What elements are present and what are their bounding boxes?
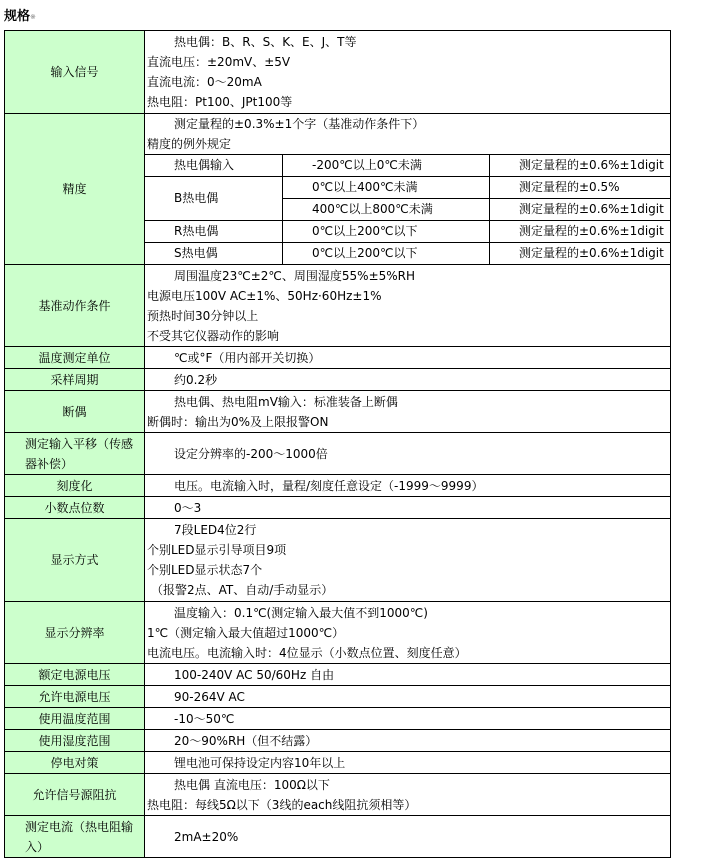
label-decimal: 小数点位数 bbox=[5, 497, 145, 519]
value-allowed-voltage bbox=[145, 686, 671, 708]
label-temp-range: 使用温度范围 bbox=[5, 708, 145, 730]
reference-line-3: 预热时间30分钟以上 bbox=[147, 308, 259, 323]
value-rated-voltage bbox=[145, 664, 671, 686]
display-line-3: 个别LED显示状态7个 bbox=[147, 563, 263, 577]
rated-voltage-text: 100-240V AC 50/60Hz 自由 bbox=[174, 667, 335, 682]
value-burnout bbox=[145, 391, 671, 433]
exception-value: 测定量程的±0.6%±1digit bbox=[490, 243, 671, 265]
page-title: 规格※ bbox=[4, 9, 36, 24]
reference-line-4: 不受其它仪器动作的影响 bbox=[147, 328, 280, 343]
exception-row bbox=[145, 177, 670, 199]
label-rated-voltage: 额定电源电压 bbox=[5, 664, 145, 686]
row-source-resistance bbox=[5, 774, 671, 816]
value-accuracy bbox=[145, 114, 671, 265]
title-mark: ※ bbox=[30, 13, 36, 21]
label-scaling: 刻度化 bbox=[5, 475, 145, 497]
value-display bbox=[145, 519, 671, 602]
row-input bbox=[5, 31, 671, 114]
display-line-2: 个别LED显示引导项目9项 bbox=[147, 543, 287, 557]
input-line-1: 热电偶：B、R、S、K、E、J、T等 bbox=[174, 35, 357, 49]
burnout-line-2: 断偶时：输出为0%及上限报警ON bbox=[147, 414, 329, 429]
exception-range: 0℃以上400℃未满 bbox=[283, 177, 490, 199]
row-power-failure bbox=[5, 752, 671, 774]
value-resolution bbox=[145, 602, 671, 664]
label-source-resistance: 允许信号源阻抗 bbox=[5, 774, 145, 816]
source-resistance-line-1: 热电偶 直流电压：100Ω以下 bbox=[174, 777, 330, 792]
row-sampling bbox=[5, 369, 671, 391]
value-reference bbox=[145, 265, 671, 347]
value-scaling bbox=[145, 475, 671, 497]
value-decimal bbox=[145, 497, 671, 519]
exception-value: 测定量程的±0.5% bbox=[490, 177, 671, 199]
row-rated-voltage bbox=[5, 664, 671, 686]
reference-line-1: 周围温度23℃±2℃、周围湿度55%±5%RH bbox=[174, 268, 416, 283]
row-resolution bbox=[5, 602, 671, 664]
burnout-line-1: 热电偶、热电阻mV输入：标准装备上断偶 bbox=[174, 394, 398, 409]
resolution-line-3: 电流电压。电流输入时：4位显示（小数点位置、刻度任意） bbox=[147, 645, 467, 660]
measure-current-text: 2mA±20% bbox=[174, 829, 239, 844]
value-shift bbox=[145, 433, 671, 475]
accuracy-line-1: 测定量程的±0.3%±1个字（基准动作条件下） bbox=[174, 117, 425, 131]
exception-row bbox=[145, 221, 670, 243]
row-reference bbox=[5, 265, 671, 347]
exception-value: 测定量程的±0.6%±1digit bbox=[490, 221, 671, 243]
label-humidity: 使用湿度范围 bbox=[5, 730, 145, 752]
row-burnout bbox=[5, 391, 671, 433]
temp-range-text: -10～50℃ bbox=[174, 711, 235, 726]
row-decimal bbox=[5, 497, 671, 519]
exception-range: -200℃以上0℃未满 bbox=[283, 155, 490, 177]
row-humidity bbox=[5, 730, 671, 752]
label-temp-unit: 温度测定单位 bbox=[5, 347, 145, 369]
label-power-failure: 停电对策 bbox=[5, 752, 145, 774]
exception-value: 测定量程的±0.6%±1digit bbox=[490, 199, 671, 221]
value-sampling bbox=[145, 369, 671, 391]
value-temp-range bbox=[145, 708, 671, 730]
accuracy-exception-table bbox=[145, 154, 670, 264]
spec-table bbox=[4, 30, 671, 858]
humidity-text: 20～90%RH（但不结露） bbox=[174, 733, 318, 748]
label-sampling: 采样周期 bbox=[5, 369, 145, 391]
row-temp-unit bbox=[5, 347, 671, 369]
reference-line-2: 电源电压100V AC±1%、50Hz·60Hz±1% bbox=[147, 288, 382, 303]
row-accuracy bbox=[5, 114, 671, 265]
exception-range: 400℃以上800℃未满 bbox=[283, 199, 490, 221]
resolution-line-2: 1℃（测定输入最大值超过1000℃） bbox=[147, 625, 345, 640]
value-source-resistance bbox=[145, 774, 671, 816]
exception-type: 热电偶输入 bbox=[145, 155, 283, 177]
label-allowed-voltage: 允许电源电压 bbox=[5, 686, 145, 708]
exception-type: S热电偶 bbox=[145, 243, 283, 265]
value-humidity bbox=[145, 730, 671, 752]
exception-range: 0℃以上200℃以下 bbox=[283, 243, 490, 265]
label-burnout: 断偶 bbox=[5, 391, 145, 433]
value-input bbox=[145, 31, 671, 114]
resolution-line-1: 温度输入：0.1℃(测定输入最大值不到1000℃) bbox=[174, 605, 428, 620]
scaling-text: 电压。电流输入时，量程/刻度任意设定（-1999～9999） bbox=[174, 478, 484, 493]
exception-range: 0℃以上200℃以下 bbox=[283, 221, 490, 243]
exception-row bbox=[145, 243, 670, 265]
row-scaling bbox=[5, 475, 671, 497]
allowed-voltage-text: 90-264V AC bbox=[174, 689, 245, 704]
row-temp-range bbox=[5, 708, 671, 730]
label-accuracy: 精度 bbox=[5, 114, 145, 265]
label-shift: 测定输入平移（传感器补偿） bbox=[5, 433, 145, 475]
label-reference: 基准动作条件 bbox=[5, 265, 145, 347]
label-resolution: 显示分辨率 bbox=[5, 602, 145, 664]
input-line-4: 热电阻：Pt100、JPt100等 bbox=[147, 95, 293, 109]
decimal-text: 0～3 bbox=[174, 500, 202, 515]
label-display: 显示方式 bbox=[5, 519, 145, 602]
accuracy-line-2: 精度的例外规定 bbox=[147, 137, 232, 151]
row-display bbox=[5, 519, 671, 602]
sampling-text: 约0.2秒 bbox=[174, 372, 218, 387]
exception-row bbox=[145, 155, 670, 177]
source-resistance-line-2: 热电阻：每线5Ω以下（3线的each线阻抗须相等） bbox=[147, 797, 417, 812]
power-failure-text: 锂电池可保持设定内容10年以上 bbox=[174, 755, 346, 770]
exception-value: 测定量程的±0.6%±1digit bbox=[490, 155, 671, 177]
value-temp-unit bbox=[145, 347, 671, 369]
input-line-2: 直流电压：±20mV、±5V bbox=[147, 55, 291, 69]
row-measure-current bbox=[5, 816, 671, 858]
value-measure-current bbox=[145, 816, 671, 858]
value-power-failure bbox=[145, 752, 671, 774]
exception-type: R热电偶 bbox=[145, 221, 283, 243]
row-allowed-voltage bbox=[5, 686, 671, 708]
display-line-1: 7段LED4位2行 bbox=[174, 523, 257, 537]
row-shift bbox=[5, 433, 671, 475]
temp-unit-text: ℃或°F（用内部开关切换） bbox=[174, 350, 321, 365]
shift-text: 设定分辨率的-200～1000倍 bbox=[174, 446, 328, 461]
input-line-3: 直流电流：0～20mA bbox=[147, 75, 262, 89]
exception-type: B热电偶 bbox=[145, 177, 283, 221]
label-input: 输入信号 bbox=[5, 31, 145, 114]
label-measure-current: 测定电流（热电阻输入） bbox=[5, 816, 145, 858]
display-line-4: （报警2点、AT、自动/手动显示） bbox=[151, 583, 334, 597]
